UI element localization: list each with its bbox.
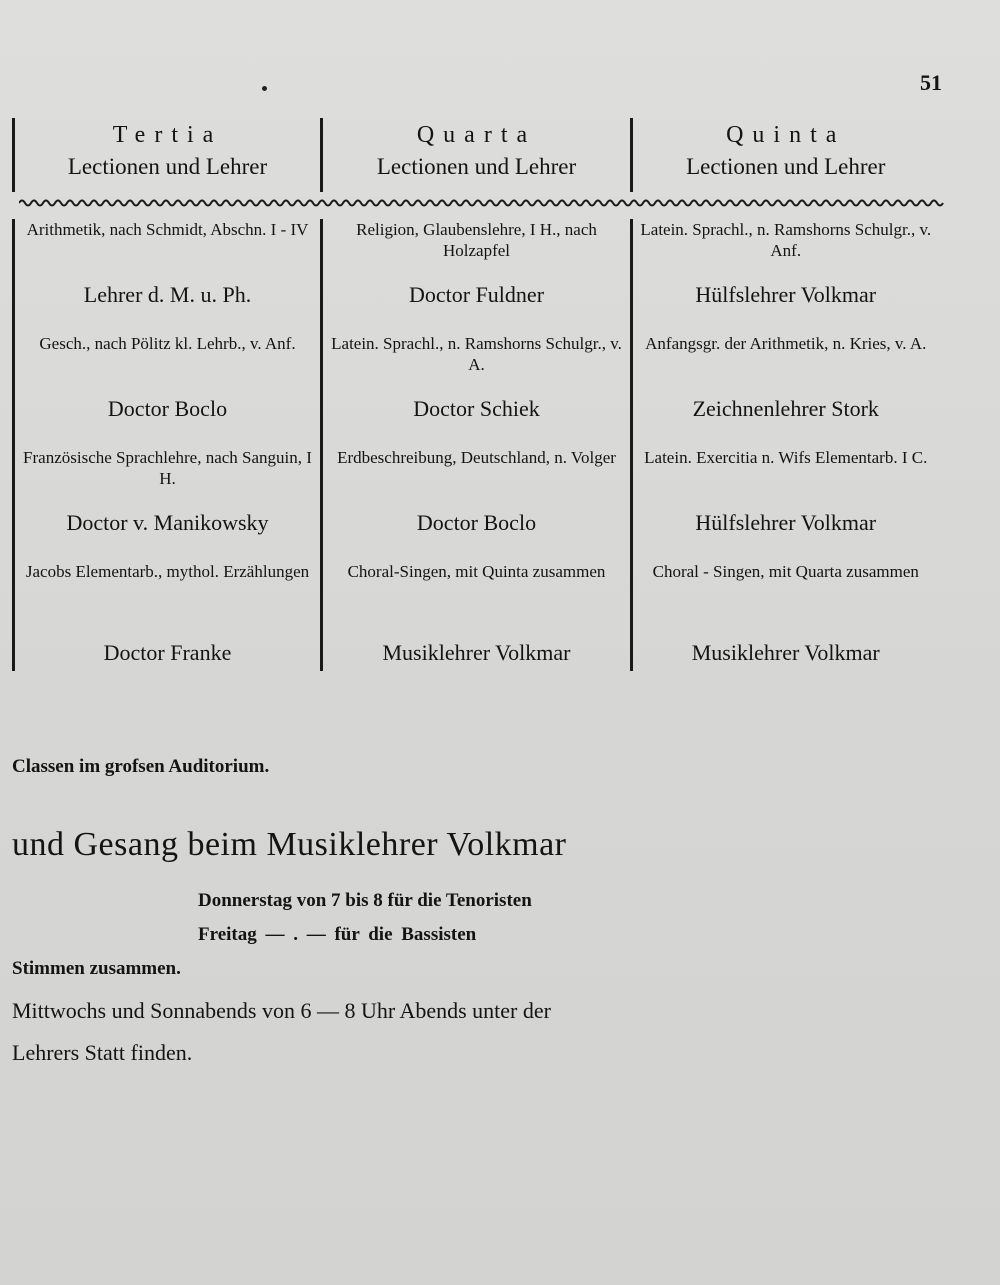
class-name-quinta: Quinta — [632, 118, 939, 152]
teacher-cell: Zeichnenlehrer Stork — [632, 395, 939, 447]
page-number: 51 — [920, 70, 942, 95]
wavy-rule — [19, 192, 944, 214]
subject-row-1 — [14, 219, 939, 281]
subject-cell: Gesch., nach Pölitz kl. Lehrb., v. Anf. — [14, 333, 322, 395]
teacher-row-2 — [14, 395, 939, 447]
teacher-cell: Lehrer d. M. u. Ph. — [14, 281, 322, 333]
wavy-divider — [14, 192, 939, 219]
paragraph-line-2: Lehrers Statt finden. — [12, 1040, 193, 1065]
teacher-cell: Musiklehrer Volkmar — [322, 639, 632, 671]
teacher-cell: Doctor Boclo — [14, 395, 322, 447]
subject-cell: Latein. Sprachl., n. Ramshorns Schulgr., v. Anf. — [632, 219, 939, 281]
ink-dot — [262, 86, 267, 91]
teacher-cell: Musiklehrer Volkmar — [632, 639, 939, 671]
teacher-cell: Hülfslehrer Volkmar — [632, 281, 939, 333]
subject-cell: Arithmetik, nach Schmidt, Abschn. I - IV — [14, 219, 322, 281]
teacher-row-3 — [14, 509, 939, 561]
column-subheader: Lectionen und Lehrer — [322, 152, 632, 192]
subject-cell: Latein. Sprachl., n. Ramshorns Schulgr., v. A. — [322, 333, 632, 395]
column-subheader: Lectionen und Lehrer — [14, 152, 322, 192]
teacher-cell: Doctor Fuldner — [322, 281, 632, 333]
classes-note: Classen im grofsen Auditorium. — [12, 756, 270, 777]
subject-cell: Jacobs Elementarb., mythol. Erzählungen — [14, 561, 322, 639]
class-name-quarta: Quarta — [322, 118, 632, 152]
teacher-cell: Doctor Franke — [14, 639, 322, 671]
subheader-row — [14, 152, 939, 192]
stimmen-line: Stimmen zusammen. — [12, 958, 181, 979]
class-header-row — [14, 118, 939, 152]
subject-cell: Latein. Exercitia n. Wifs Elementarb. I C. — [632, 447, 939, 509]
subject-row-4 — [14, 561, 939, 639]
section-heading: und Gesang beim Musiklehrer Volkmar — [12, 826, 567, 863]
subject-cell: Französische Sprachlehre, nach Sanguin, I H. — [14, 447, 322, 509]
lesson-schedule-table — [12, 118, 939, 671]
subject-cell: Choral-Singen, mit Quinta zusammen — [322, 561, 632, 639]
teacher-cell: Doctor v. Manikowsky — [14, 509, 322, 561]
column-subheader: Lectionen und Lehrer — [632, 152, 939, 192]
subject-row-2 — [14, 333, 939, 395]
subject-cell: Choral - Singen, mit Quarta zusammen — [632, 561, 939, 639]
subject-cell: Religion, Glaubenslehre, I H., nach Holzapfel — [322, 219, 632, 281]
schedule-line-friday: Freitag — . — für die Bassisten — [198, 924, 477, 945]
subject-cell: Anfangsgr. der Arithmetik, n. Kries, v. A. — [632, 333, 939, 395]
teacher-row-1 — [14, 281, 939, 333]
schedule-line-thursday: Donnerstag von 7 bis 8 für die Tenoristen — [198, 890, 532, 911]
subject-row-3 — [14, 447, 939, 509]
teacher-row-4 — [14, 639, 939, 671]
teacher-cell: Doctor Boclo — [322, 509, 632, 561]
wavy-divider-row — [14, 192, 939, 219]
teacher-cell: Hülfslehrer Volkmar — [632, 509, 939, 561]
subject-cell: Erdbeschreibung, Deutschland, n. Volger — [322, 447, 632, 509]
class-name-tertia: Tertia — [14, 118, 322, 152]
teacher-cell: Doctor Schiek — [322, 395, 632, 447]
paragraph-line-1: Mittwochs und Sonnabends von 6 — 8 Uhr Abends unter der — [12, 998, 551, 1023]
